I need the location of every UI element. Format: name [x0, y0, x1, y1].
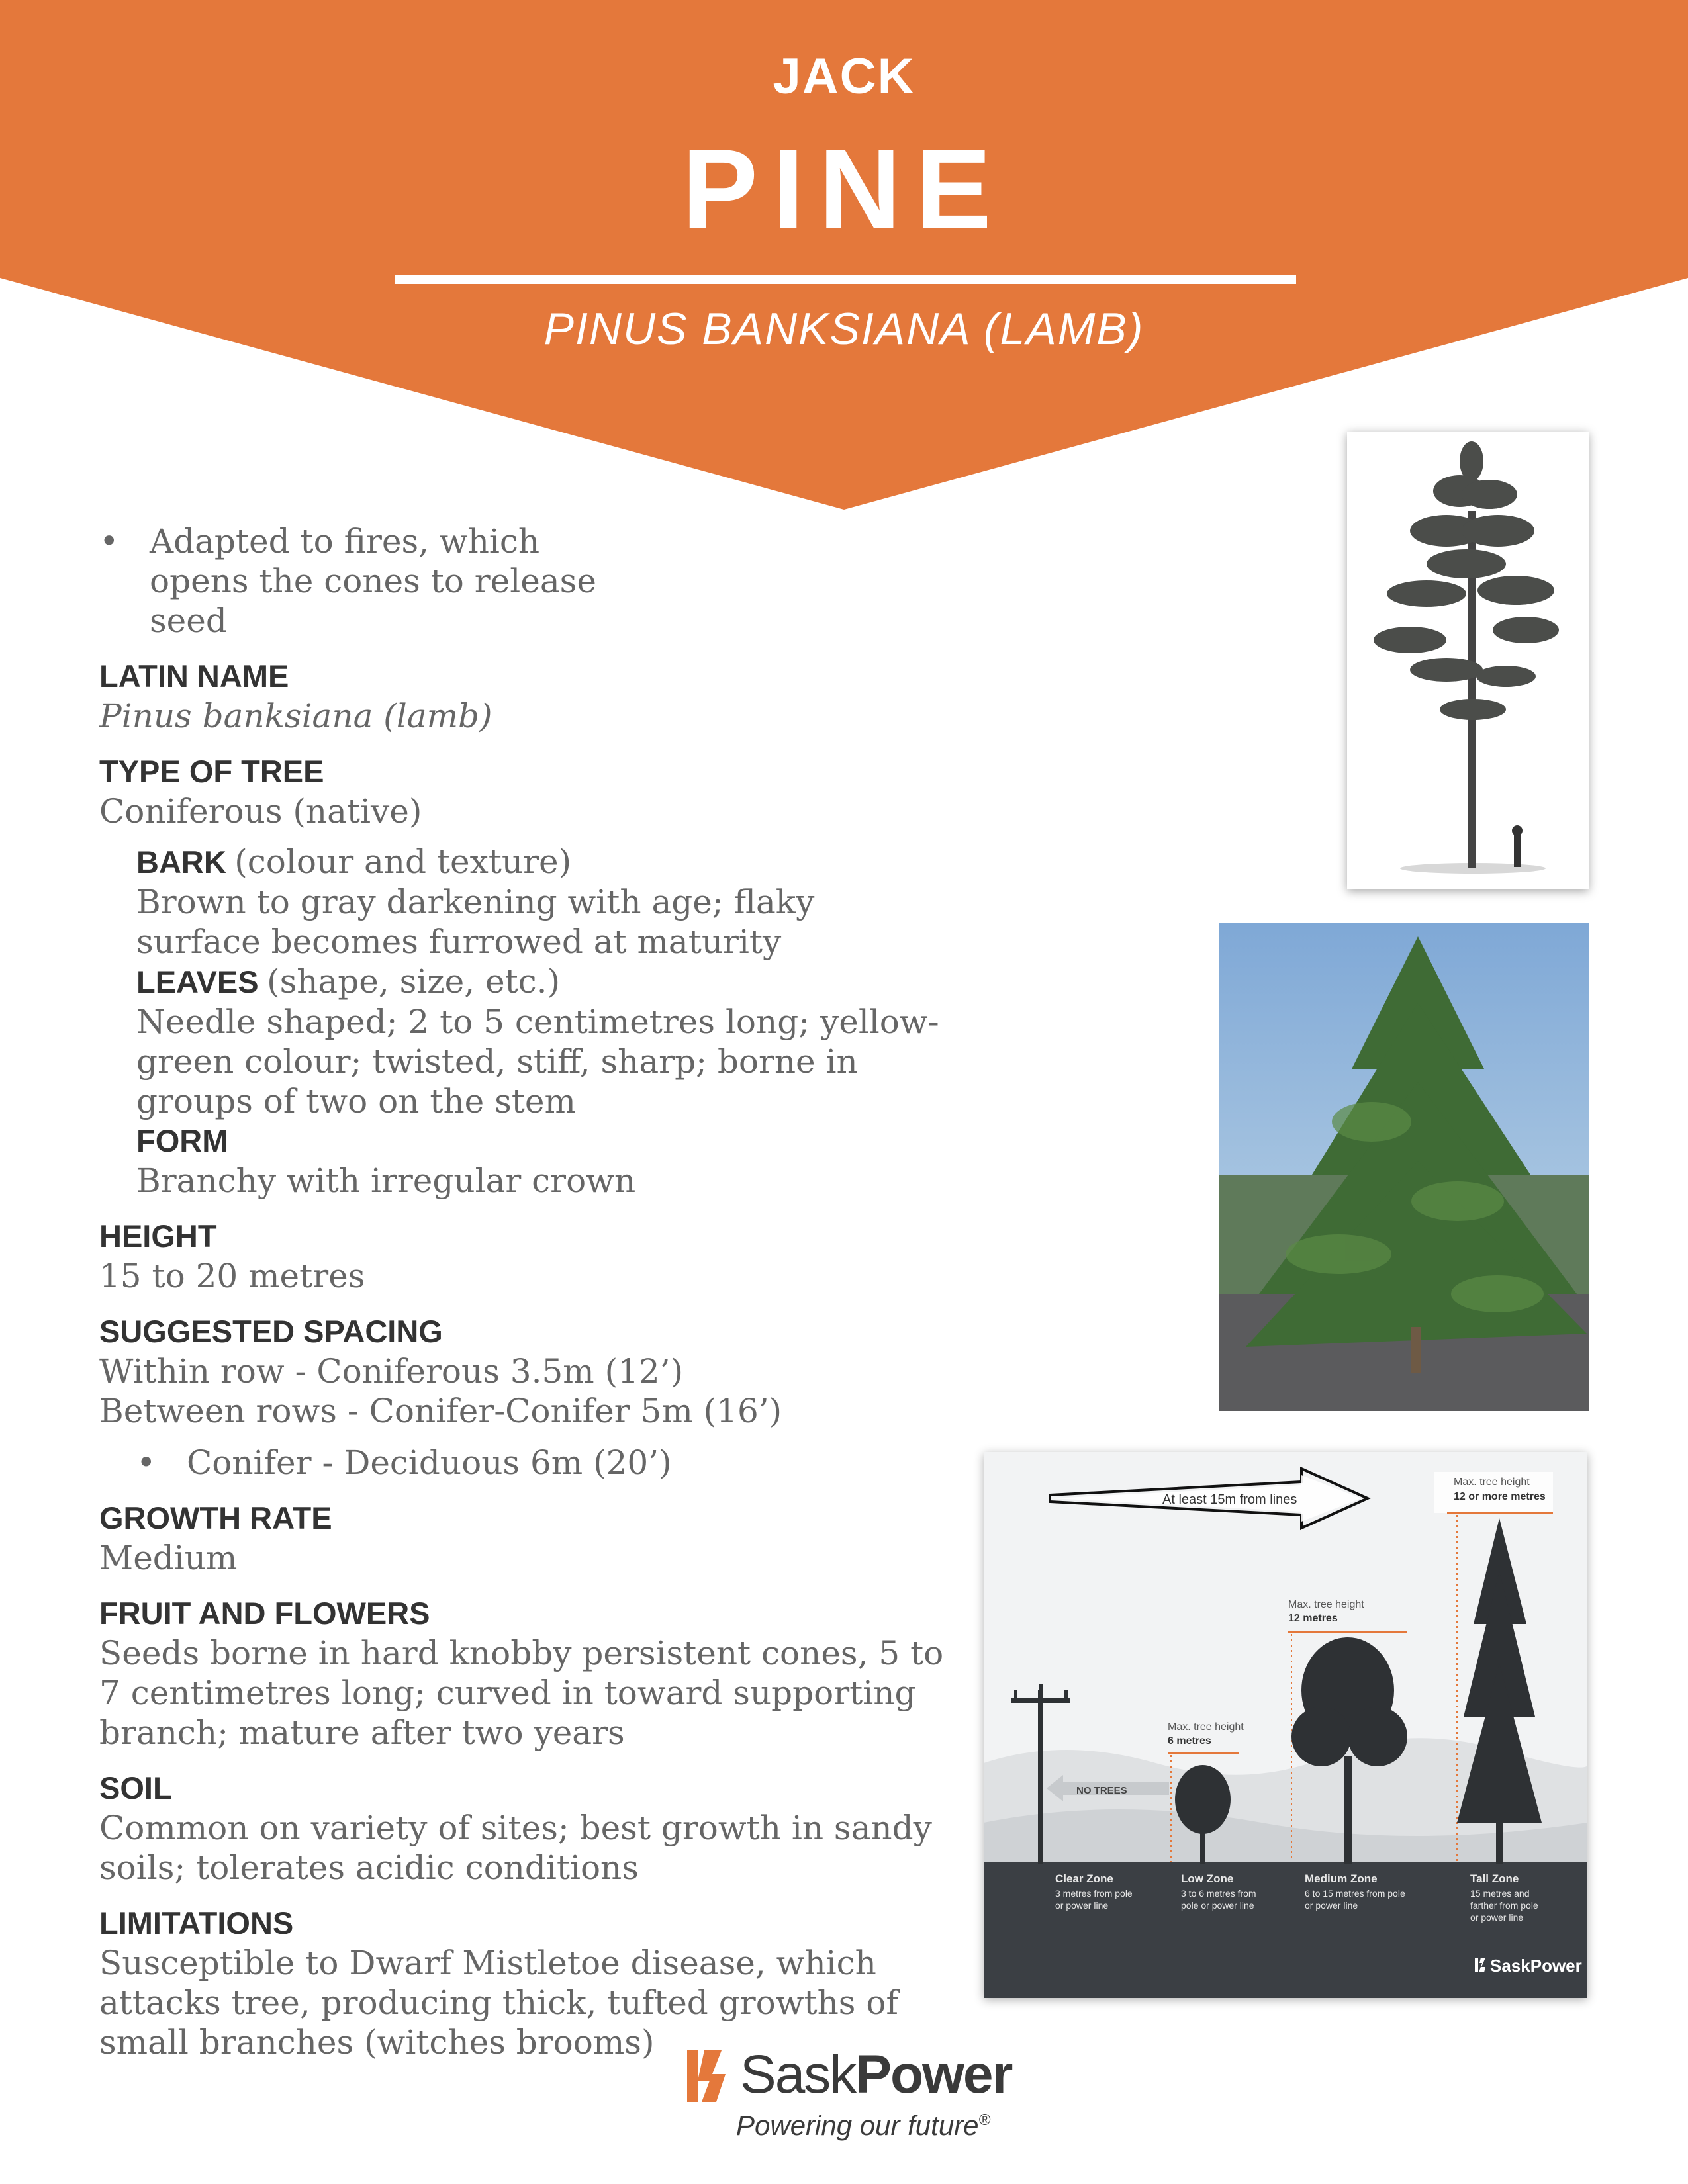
spacing-within-row: Within row - Coniferous 3.5m (12’) [99, 1352, 684, 1390]
soil-text: Common on variety of sites; best growth in sandy soils; tolerates acidic conditions [99, 1809, 932, 1887]
graphic-brand: SaskPower [1490, 1956, 1582, 1976]
footer-brand-power: Power [855, 2044, 1012, 2105]
latin-name-text: Pinus banksiana (lamb) [99, 697, 492, 735]
tall-zone-name: Tall Zone [1470, 1872, 1519, 1885]
low-max-label: Max. tree height [1168, 1721, 1244, 1733]
bullet-icon: • [136, 1443, 156, 1482]
form-heading: FORM [136, 1123, 228, 1158]
medium-zone-name: Medium Zone [1305, 1872, 1378, 1885]
soil-heading: SOIL [99, 1770, 172, 1805]
footer-logo [662, 2045, 1033, 2151]
medium-zone-line1: 6 to 15 metres from pole [1305, 1888, 1405, 1899]
leaves-heading-line [136, 962, 973, 1002]
bark-qualifier: (colour and texture) [234, 842, 572, 881]
registered-mark: ® [978, 2111, 991, 2129]
medium-max-height: 12 metres [1288, 1613, 1338, 1624]
title-main: PINE [682, 126, 1006, 253]
low-zone-line2: pole or power line [1181, 1900, 1254, 1911]
leaves-qualifier: (shape, size, etc.) [267, 962, 561, 1001]
clear-zone-name: Clear Zone [1055, 1872, 1113, 1885]
growth-text: Medium [99, 1539, 238, 1577]
tree-details [99, 522, 973, 2062]
spacing-between-rows: Between rows - Conifer-Conifer 5m (16’) [99, 1392, 782, 1430]
intro-bullet [99, 522, 973, 641]
clear-zone-line1: 3 metres from pole [1055, 1888, 1133, 1899]
tall-max-height: 12 or more metres [1454, 1491, 1546, 1502]
medium-max-label: Max. tree height [1288, 1599, 1364, 1610]
characteristics [99, 842, 973, 1201]
tree-silhouette-image [1347, 432, 1589, 889]
latin-name-heading: LATIN NAME [99, 659, 289, 694]
title-top: JACK [773, 48, 915, 105]
clear-zone-line2: or power line [1055, 1900, 1109, 1911]
footer-tagline: Powering our future [736, 2110, 979, 2141]
limitations-heading: LIMITATIONS [99, 1905, 294, 1940]
saskpower-logo-icon [687, 2048, 733, 2102]
spacing-bullet-text: Conifer - Deciduous 6m (20’) [187, 1443, 672, 1482]
title-subtitle: PINUS BANKSIANA (LAMB) [543, 304, 1145, 354]
bark-heading: BARK [136, 844, 226, 880]
growth-heading: GROWTH RATE [99, 1500, 332, 1535]
leaves-text: Needle shaped; 2 to 5 centimetres long; yellow-green colour; twisted, stiff, sharp; borne in groups of two on the stem [136, 1003, 939, 1120]
low-max-height: 6 metres [1168, 1735, 1211, 1747]
low-zone-line1: 3 to 6 metres from [1181, 1888, 1256, 1899]
tall-zone-line3: or power line [1470, 1912, 1524, 1923]
medium-zone-line2: or power line [1305, 1900, 1358, 1911]
intro-text: Adapted to fires, which opens the cones to release seed [150, 522, 596, 640]
bullet-icon: • [99, 522, 119, 561]
no-trees-label: NO TREES [1076, 1785, 1127, 1796]
footer-brand [740, 2045, 1011, 2105]
type-heading: TYPE OF TREE [99, 754, 324, 789]
footer-tagline-line [736, 2110, 990, 2142]
height-text: 15 to 20 metres [99, 1257, 365, 1295]
tree-photo [1219, 923, 1589, 1411]
title-divider [395, 275, 1296, 284]
height-heading: HEIGHT [99, 1218, 217, 1253]
limitations-text: Susceptible to Dwarf Mistletoe disease, which attacks tree, producing thick, tufted growths of small branches (witches brooms) [99, 1944, 898, 2062]
form-text: Branchy with irregular crown [136, 1161, 636, 1200]
spacing-bullet [99, 1443, 973, 1482]
type-text: Coniferous (native) [99, 792, 422, 831]
tall-zone-line1: 15 metres and [1470, 1888, 1530, 1899]
power-line-zones-graphic [984, 1452, 1587, 1998]
fruit-heading: FRUIT AND FLOWERS [99, 1596, 430, 1631]
bark-text: Brown to gray darkening with age; flaky surface becomes furrowed at maturity [136, 883, 815, 961]
tall-zone-line2: farther from pole [1470, 1900, 1538, 1911]
low-zone-name: Low Zone [1181, 1872, 1234, 1885]
arrow-label: At least 15m from lines [1162, 1492, 1297, 1507]
footer-brand-sask: Sask [740, 2044, 856, 2105]
tall-max-label: Max. tree height [1454, 1477, 1530, 1488]
fruit-text: Seeds borne in hard knobby persistent cones, 5 to 7 centimetres long; curved in toward supporting branch; mature after two years [99, 1634, 944, 1752]
spacing-heading: SUGGESTED SPACING [99, 1314, 443, 1349]
bark-heading-line [136, 842, 973, 882]
leaves-heading: LEAVES [136, 964, 259, 999]
